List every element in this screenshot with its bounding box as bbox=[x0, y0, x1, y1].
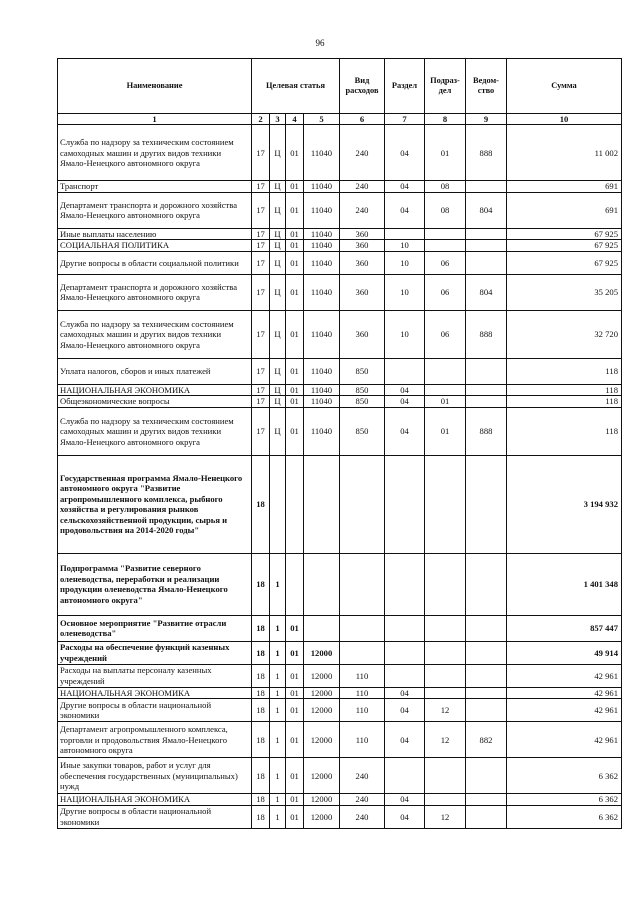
col-header-exp-type: Вид расходов bbox=[340, 59, 385, 114]
row-department bbox=[466, 664, 507, 687]
row-expense-type: 850 bbox=[340, 384, 385, 395]
row-subprogram: 1 bbox=[270, 805, 286, 828]
row-section bbox=[385, 228, 425, 239]
row-subsection: 01 bbox=[425, 125, 466, 181]
row-direction bbox=[304, 455, 340, 553]
row-program: 18 bbox=[252, 699, 270, 722]
row-program: 17 bbox=[252, 407, 270, 455]
row-name: Государственная программа Ямало-Ненецкого автономного округа "Развитие агропромышленного комплекса, рыбного хозяйства и регулирования рынков сельскохозяйственной продукции, сырья и продовольствия на 2014-2020 годы" bbox=[58, 455, 252, 553]
budget-table bbox=[57, 58, 622, 829]
col-header-subsection: Подраз-дел bbox=[425, 59, 466, 114]
row-activity: 01 bbox=[286, 358, 304, 384]
row-direction: 11040 bbox=[304, 240, 340, 251]
row-section bbox=[385, 615, 425, 641]
row-name: Департамент транспорта и дорожного хозяйства Ямало-Ненецкого автономного округа bbox=[58, 192, 252, 228]
table-row bbox=[58, 251, 622, 274]
row-name: НАЦИОНАЛЬНАЯ ЭКОНОМИКА bbox=[58, 687, 252, 698]
row-department bbox=[466, 805, 507, 828]
row-direction: 11040 bbox=[304, 358, 340, 384]
table-row bbox=[58, 228, 622, 239]
row-program: 18 bbox=[252, 805, 270, 828]
row-subprogram: 1 bbox=[270, 553, 286, 615]
row-name: Иные закупки товаров, работ и услуг для обеспечения государственных (муниципальных) нужд bbox=[58, 758, 252, 794]
row-activity: 01 bbox=[286, 615, 304, 641]
colnum: 5 bbox=[304, 114, 340, 125]
row-subprogram: Ц bbox=[270, 181, 286, 192]
row-name: Служба по надзору за техническим состоянием самоходных машин и других видов техники Ямало-Ненецкого автономного округа bbox=[58, 125, 252, 181]
row-name: Расходы на выплаты персоналу казенных учреждений bbox=[58, 664, 252, 687]
row-program: 17 bbox=[252, 358, 270, 384]
colnum: 6 bbox=[340, 114, 385, 125]
row-name: СОЦИАЛЬНАЯ ПОЛИТИКА bbox=[58, 240, 252, 251]
row-activity: 01 bbox=[286, 699, 304, 722]
row-activity: 01 bbox=[286, 687, 304, 698]
row-sum: 691 bbox=[507, 181, 622, 192]
row-name: Подпрограмма "Развитие северного оленеводства, переработки и реализации продукции оленеводства Ямало-Ненецкого автономного округа" bbox=[58, 553, 252, 615]
row-department bbox=[466, 181, 507, 192]
row-department bbox=[466, 687, 507, 698]
row-expense-type: 240 bbox=[340, 125, 385, 181]
row-sum: 118 bbox=[507, 407, 622, 455]
table-header-row bbox=[58, 59, 622, 114]
row-expense-type: 240 bbox=[340, 181, 385, 192]
row-subprogram bbox=[270, 455, 286, 553]
row-direction: 11040 bbox=[304, 251, 340, 274]
row-activity bbox=[286, 553, 304, 615]
row-subprogram: 1 bbox=[270, 758, 286, 794]
row-sum: 42 961 bbox=[507, 699, 622, 722]
row-subprogram: 1 bbox=[270, 699, 286, 722]
table-row bbox=[58, 240, 622, 251]
row-subsection bbox=[425, 615, 466, 641]
row-direction bbox=[304, 553, 340, 615]
row-program: 17 bbox=[252, 181, 270, 192]
row-subprogram: 1 bbox=[270, 794, 286, 805]
table-row bbox=[58, 384, 622, 395]
row-direction: 12000 bbox=[304, 794, 340, 805]
row-name: НАЦИОНАЛЬНАЯ ЭКОНОМИКА bbox=[58, 384, 252, 395]
row-program: 18 bbox=[252, 687, 270, 698]
row-subsection bbox=[425, 794, 466, 805]
row-program: 18 bbox=[252, 722, 270, 758]
row-name: Служба по надзору за техническим состоянием самоходных машин и других видов техники Ямало-Ненецкого автономного округа bbox=[58, 310, 252, 358]
row-expense-type bbox=[340, 553, 385, 615]
row-sum: 691 bbox=[507, 192, 622, 228]
row-expense-type: 360 bbox=[340, 274, 385, 310]
table-row bbox=[58, 553, 622, 615]
row-direction: 11040 bbox=[304, 396, 340, 407]
row-expense-type: 850 bbox=[340, 407, 385, 455]
row-direction: 12000 bbox=[304, 664, 340, 687]
row-sum: 118 bbox=[507, 384, 622, 395]
row-program: 17 bbox=[252, 396, 270, 407]
row-department bbox=[466, 228, 507, 239]
colnum: 10 bbox=[507, 114, 622, 125]
row-program: 18 bbox=[252, 615, 270, 641]
row-subprogram: 1 bbox=[270, 722, 286, 758]
row-section: 10 bbox=[385, 274, 425, 310]
row-section bbox=[385, 358, 425, 384]
row-name: Общеэкономические вопросы bbox=[58, 396, 252, 407]
row-department bbox=[466, 699, 507, 722]
row-activity: 01 bbox=[286, 794, 304, 805]
row-activity: 01 bbox=[286, 384, 304, 395]
row-expense-type: 360 bbox=[340, 228, 385, 239]
row-direction bbox=[304, 615, 340, 641]
table-row bbox=[58, 615, 622, 641]
row-activity: 01 bbox=[286, 251, 304, 274]
row-subsection: 12 bbox=[425, 699, 466, 722]
row-direction: 11040 bbox=[304, 407, 340, 455]
row-subsection: 01 bbox=[425, 396, 466, 407]
row-name: Основное мероприятие "Развитие отрасли оленеводства" bbox=[58, 615, 252, 641]
row-sum: 6 362 bbox=[507, 805, 622, 828]
row-direction: 12000 bbox=[304, 758, 340, 794]
row-department bbox=[466, 396, 507, 407]
row-activity: 01 bbox=[286, 805, 304, 828]
row-subprogram: Ц bbox=[270, 228, 286, 239]
row-department bbox=[466, 794, 507, 805]
row-expense-type: 110 bbox=[340, 722, 385, 758]
row-sum: 32 720 bbox=[507, 310, 622, 358]
row-subprogram: Ц bbox=[270, 396, 286, 407]
col-header-name: Наименование bbox=[58, 59, 252, 114]
row-activity: 01 bbox=[286, 664, 304, 687]
row-activity: 01 bbox=[286, 125, 304, 181]
row-subsection bbox=[425, 641, 466, 664]
row-direction: 11040 bbox=[304, 384, 340, 395]
row-department: 804 bbox=[466, 274, 507, 310]
row-sum: 6 362 bbox=[507, 794, 622, 805]
table-row bbox=[58, 181, 622, 192]
table-row bbox=[58, 407, 622, 455]
row-sum: 3 194 932 bbox=[507, 455, 622, 553]
row-sum: 67 925 bbox=[507, 251, 622, 274]
row-sum: 42 961 bbox=[507, 664, 622, 687]
row-subsection: 06 bbox=[425, 251, 466, 274]
row-activity: 01 bbox=[286, 228, 304, 239]
row-section bbox=[385, 641, 425, 664]
row-section bbox=[385, 553, 425, 615]
row-activity: 01 bbox=[286, 310, 304, 358]
row-name: Другие вопросы в области социальной политики bbox=[58, 251, 252, 274]
row-section: 04 bbox=[385, 722, 425, 758]
row-subprogram: Ц bbox=[270, 274, 286, 310]
col-header-sum: Сумма bbox=[507, 59, 622, 114]
row-subprogram: 1 bbox=[270, 664, 286, 687]
page-number: 96 bbox=[315, 38, 325, 48]
row-expense-type: 240 bbox=[340, 192, 385, 228]
row-activity: 01 bbox=[286, 641, 304, 664]
row-sum: 6 362 bbox=[507, 758, 622, 794]
table-row bbox=[58, 125, 622, 181]
row-subprogram: Ц bbox=[270, 407, 286, 455]
row-subprogram: Ц bbox=[270, 310, 286, 358]
row-department bbox=[466, 240, 507, 251]
table-row bbox=[58, 274, 622, 310]
row-sum: 118 bbox=[507, 358, 622, 384]
table-row bbox=[58, 722, 622, 758]
row-program: 18 bbox=[252, 758, 270, 794]
row-department bbox=[466, 553, 507, 615]
row-section: 04 bbox=[385, 192, 425, 228]
row-name: Служба по надзору за техническим состоянием самоходных машин и других видов техники Ямало-Ненецкого автономного округа bbox=[58, 407, 252, 455]
row-program: 18 bbox=[252, 641, 270, 664]
row-expense-type: 110 bbox=[340, 699, 385, 722]
row-section: 04 bbox=[385, 407, 425, 455]
row-section: 10 bbox=[385, 240, 425, 251]
row-activity: 01 bbox=[286, 407, 304, 455]
row-subsection bbox=[425, 664, 466, 687]
table-row bbox=[58, 455, 622, 553]
row-subprogram: Ц bbox=[270, 384, 286, 395]
row-name: Другие вопросы в области национальной экономики bbox=[58, 805, 252, 828]
row-activity bbox=[286, 455, 304, 553]
row-direction: 12000 bbox=[304, 641, 340, 664]
row-subsection bbox=[425, 553, 466, 615]
col-header-dept: Ведом-ство bbox=[466, 59, 507, 114]
row-section: 04 bbox=[385, 699, 425, 722]
row-program: 17 bbox=[252, 192, 270, 228]
row-expense-type bbox=[340, 641, 385, 664]
row-direction: 12000 bbox=[304, 687, 340, 698]
row-department: 888 bbox=[466, 310, 507, 358]
row-sum: 49 914 bbox=[507, 641, 622, 664]
row-program: 18 bbox=[252, 455, 270, 553]
row-name: Департамент агропромышленного комплекса, торговли и продовольствия Ямало-Ненецкого автономного округа bbox=[58, 722, 252, 758]
colnum: 7 bbox=[385, 114, 425, 125]
row-department: 804 bbox=[466, 192, 507, 228]
row-direction: 11040 bbox=[304, 192, 340, 228]
colnum: 4 bbox=[286, 114, 304, 125]
row-department: 888 bbox=[466, 407, 507, 455]
row-activity: 01 bbox=[286, 181, 304, 192]
row-sum: 11 002 bbox=[507, 125, 622, 181]
row-name: Другие вопросы в области национальной экономики bbox=[58, 699, 252, 722]
table-row bbox=[58, 805, 622, 828]
row-department: 888 bbox=[466, 125, 507, 181]
table-row bbox=[58, 699, 622, 722]
row-subsection: 08 bbox=[425, 181, 466, 192]
table-row bbox=[58, 687, 622, 698]
row-sum: 857 447 bbox=[507, 615, 622, 641]
row-subprogram: 1 bbox=[270, 615, 286, 641]
row-program: 17 bbox=[252, 228, 270, 239]
row-department bbox=[466, 615, 507, 641]
row-department bbox=[466, 358, 507, 384]
colnum: 8 bbox=[425, 114, 466, 125]
row-expense-type: 360 bbox=[340, 310, 385, 358]
row-subprogram: 1 bbox=[270, 687, 286, 698]
table-row bbox=[58, 641, 622, 664]
row-name: Транспорт bbox=[58, 181, 252, 192]
row-name: Расходы на обеспечение функций казенных учреждений bbox=[58, 641, 252, 664]
row-subprogram: Ц bbox=[270, 251, 286, 274]
row-direction: 11040 bbox=[304, 228, 340, 239]
row-sum: 42 961 bbox=[507, 722, 622, 758]
row-department bbox=[466, 251, 507, 274]
row-subprogram: Ц bbox=[270, 125, 286, 181]
colnum: 9 bbox=[466, 114, 507, 125]
row-direction: 12000 bbox=[304, 699, 340, 722]
row-section: 10 bbox=[385, 310, 425, 358]
row-department: 882 bbox=[466, 722, 507, 758]
row-name: НАЦИОНАЛЬНАЯ ЭКОНОМИКА bbox=[58, 794, 252, 805]
row-direction: 11040 bbox=[304, 274, 340, 310]
row-section: 04 bbox=[385, 805, 425, 828]
table-body bbox=[58, 125, 622, 828]
row-subprogram: Ц bbox=[270, 240, 286, 251]
row-subprogram: Ц bbox=[270, 358, 286, 384]
table-row bbox=[58, 664, 622, 687]
row-section: 04 bbox=[385, 125, 425, 181]
row-activity: 01 bbox=[286, 274, 304, 310]
row-subsection bbox=[425, 687, 466, 698]
table-row bbox=[58, 396, 622, 407]
row-department bbox=[466, 384, 507, 395]
row-sum: 1 401 348 bbox=[507, 553, 622, 615]
row-section bbox=[385, 758, 425, 794]
row-section bbox=[385, 455, 425, 553]
row-section: 04 bbox=[385, 396, 425, 407]
row-expense-type: 360 bbox=[340, 240, 385, 251]
row-department bbox=[466, 641, 507, 664]
row-direction: 11040 bbox=[304, 310, 340, 358]
row-subprogram: Ц bbox=[270, 192, 286, 228]
row-expense-type: 110 bbox=[340, 664, 385, 687]
row-expense-type: 360 bbox=[340, 251, 385, 274]
row-expense-type: 110 bbox=[340, 687, 385, 698]
row-direction: 12000 bbox=[304, 805, 340, 828]
row-sum: 35 205 bbox=[507, 274, 622, 310]
col-header-target: Целевая статья bbox=[252, 59, 340, 114]
colnum: 1 bbox=[58, 114, 252, 125]
row-subsection bbox=[425, 455, 466, 553]
row-program: 17 bbox=[252, 310, 270, 358]
row-subsection: 01 bbox=[425, 407, 466, 455]
row-program: 18 bbox=[252, 664, 270, 687]
row-subsection bbox=[425, 358, 466, 384]
row-expense-type: 850 bbox=[340, 358, 385, 384]
row-program: 17 bbox=[252, 240, 270, 251]
table-row bbox=[58, 794, 622, 805]
row-activity: 01 bbox=[286, 396, 304, 407]
column-number-row bbox=[58, 114, 622, 125]
row-subsection: 06 bbox=[425, 274, 466, 310]
row-expense-type: 240 bbox=[340, 805, 385, 828]
table-row bbox=[58, 758, 622, 794]
row-section: 04 bbox=[385, 687, 425, 698]
row-expense-type: 850 bbox=[340, 396, 385, 407]
row-program: 18 bbox=[252, 794, 270, 805]
row-subsection: 06 bbox=[425, 310, 466, 358]
row-section: 04 bbox=[385, 181, 425, 192]
row-sum: 118 bbox=[507, 396, 622, 407]
row-subsection: 12 bbox=[425, 805, 466, 828]
row-expense-type bbox=[340, 455, 385, 553]
row-activity: 01 bbox=[286, 722, 304, 758]
table-row bbox=[58, 192, 622, 228]
row-expense-type bbox=[340, 615, 385, 641]
row-sum: 67 925 bbox=[507, 228, 622, 239]
row-program: 17 bbox=[252, 125, 270, 181]
row-program: 17 bbox=[252, 384, 270, 395]
row-section bbox=[385, 664, 425, 687]
row-department bbox=[466, 455, 507, 553]
row-direction: 11040 bbox=[304, 125, 340, 181]
row-program: 18 bbox=[252, 553, 270, 615]
row-subsection bbox=[425, 228, 466, 239]
row-program: 17 bbox=[252, 274, 270, 310]
col-header-section: Раздел bbox=[385, 59, 425, 114]
row-subsection: 12 bbox=[425, 722, 466, 758]
row-name: Департамент транспорта и дорожного хозяйства Ямало-Ненецкого автономного округа bbox=[58, 274, 252, 310]
table-row bbox=[58, 310, 622, 358]
row-section: 04 bbox=[385, 384, 425, 395]
row-subsection bbox=[425, 384, 466, 395]
row-expense-type: 240 bbox=[340, 758, 385, 794]
row-direction: 12000 bbox=[304, 722, 340, 758]
colnum: 2 bbox=[252, 114, 270, 125]
row-section: 10 bbox=[385, 251, 425, 274]
row-subsection bbox=[425, 240, 466, 251]
row-subsection bbox=[425, 758, 466, 794]
row-sum: 67 925 bbox=[507, 240, 622, 251]
row-subprogram: 1 bbox=[270, 641, 286, 664]
row-name: Уплата налогов, сборов и иных платежей bbox=[58, 358, 252, 384]
row-name: Иные выплаты населению bbox=[58, 228, 252, 239]
row-department bbox=[466, 758, 507, 794]
row-activity: 01 bbox=[286, 192, 304, 228]
row-section: 04 bbox=[385, 794, 425, 805]
table-row bbox=[58, 358, 622, 384]
row-expense-type: 240 bbox=[340, 794, 385, 805]
row-direction: 11040 bbox=[304, 181, 340, 192]
row-program: 17 bbox=[252, 251, 270, 274]
row-activity: 01 bbox=[286, 758, 304, 794]
row-sum: 42 961 bbox=[507, 687, 622, 698]
colnum: 3 bbox=[270, 114, 286, 125]
row-subsection: 08 bbox=[425, 192, 466, 228]
row-activity: 01 bbox=[286, 240, 304, 251]
